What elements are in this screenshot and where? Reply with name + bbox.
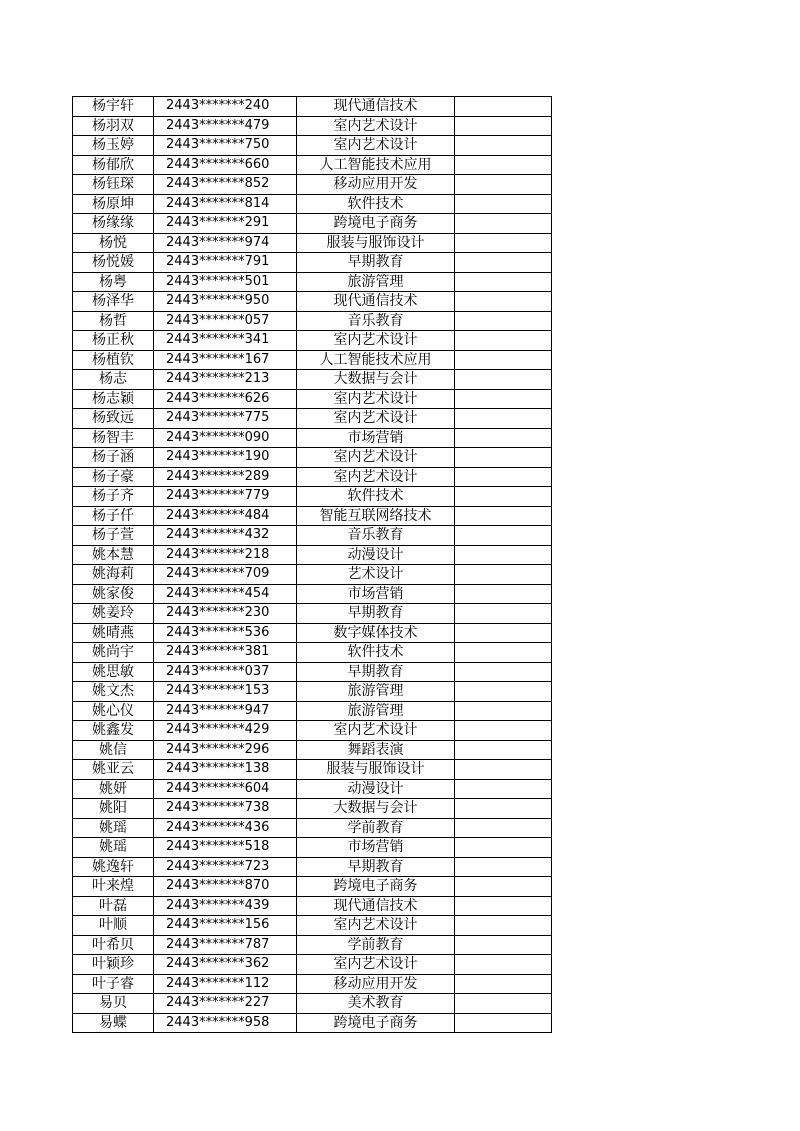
empty-cell: [455, 272, 552, 292]
empty-cell: [455, 116, 552, 136]
student-id-cell: 2443*******291: [154, 214, 297, 234]
major-cell: 市场营销: [297, 584, 455, 604]
major-cell: 现代通信技术: [297, 896, 455, 916]
student-id-cell: 2443*******167: [154, 350, 297, 370]
student-id-cell: 2443*******950: [154, 292, 297, 312]
table-row: [73, 175, 552, 195]
major-cell: 学前教育: [297, 818, 455, 838]
student-id-cell: 2443*******604: [154, 779, 297, 799]
table-row: [73, 155, 552, 175]
major-cell: 旅游管理: [297, 272, 455, 292]
student-name-cell: 叶来煌: [73, 877, 154, 897]
empty-cell: [455, 974, 552, 994]
student-name-cell: 姚阳: [73, 799, 154, 819]
major-cell: 数字媒体技术: [297, 623, 455, 643]
student-name-cell: 杨志: [73, 370, 154, 390]
table-row: [73, 877, 552, 897]
empty-cell: [455, 857, 552, 877]
table-row: [73, 955, 552, 975]
table-row: [73, 506, 552, 526]
major-cell: 市场营销: [297, 838, 455, 858]
table-row: [73, 214, 552, 234]
table-row: [73, 760, 552, 780]
empty-cell: [455, 623, 552, 643]
table-row: [73, 136, 552, 156]
major-cell: 室内艺术设计: [297, 136, 455, 156]
major-cell: 室内艺术设计: [297, 916, 455, 936]
student-id-cell: 2443*******709: [154, 565, 297, 585]
major-cell: 室内艺术设计: [297, 955, 455, 975]
table-row: [73, 292, 552, 312]
student-name-cell: 杨悦: [73, 233, 154, 253]
student-name-cell: 姚妍: [73, 779, 154, 799]
student-name-cell: 杨缘缘: [73, 214, 154, 234]
student-id-cell: 2443*******660: [154, 155, 297, 175]
table-row: [73, 409, 552, 429]
student-id-cell: 2443*******479: [154, 116, 297, 136]
major-cell: 音乐教育: [297, 311, 455, 331]
table-row: [73, 916, 552, 936]
student-name-cell: 姚信: [73, 740, 154, 760]
table-row: [73, 643, 552, 663]
table-row: [73, 584, 552, 604]
major-cell: 室内艺术设计: [297, 331, 455, 351]
major-cell: 舞蹈表演: [297, 740, 455, 760]
student-name-cell: 姚文杰: [73, 682, 154, 702]
major-cell: 旅游管理: [297, 701, 455, 721]
student-name-cell: 姚思敏: [73, 662, 154, 682]
table-row: [73, 272, 552, 292]
empty-cell: [455, 448, 552, 468]
empty-cell: [455, 506, 552, 526]
student-name-cell: 杨致远: [73, 409, 154, 429]
student-name-cell: 杨子豪: [73, 467, 154, 487]
empty-cell: [455, 701, 552, 721]
major-cell: 室内艺术设计: [297, 389, 455, 409]
student-id-cell: 2443*******750: [154, 136, 297, 156]
student-name-cell: 杨宇轩: [73, 97, 154, 117]
student-name-cell: 姚心仪: [73, 701, 154, 721]
table-row: [73, 935, 552, 955]
student-id-cell: 2443*******626: [154, 389, 297, 409]
major-cell: 美术教育: [297, 994, 455, 1014]
table-row: [73, 565, 552, 585]
major-cell: 动漫设计: [297, 779, 455, 799]
student-id-cell: 2443*******814: [154, 194, 297, 214]
empty-cell: [455, 155, 552, 175]
student-name-cell: 姚鑫发: [73, 721, 154, 741]
student-id-cell: 2443*******296: [154, 740, 297, 760]
student-name-cell: 叶磊: [73, 896, 154, 916]
table-row: [73, 994, 552, 1014]
student-name-cell: 杨原坤: [73, 194, 154, 214]
student-id-cell: 2443*******138: [154, 760, 297, 780]
empty-cell: [455, 565, 552, 585]
student-name-cell: 杨粤: [73, 272, 154, 292]
table-row: [73, 721, 552, 741]
major-cell: 软件技术: [297, 194, 455, 214]
student-id-cell: 2443*******240: [154, 97, 297, 117]
empty-cell: [455, 233, 552, 253]
student-name-cell: 姚姜玲: [73, 604, 154, 624]
student-name-cell: 杨植钦: [73, 350, 154, 370]
table-row: [73, 838, 552, 858]
empty-cell: [455, 194, 552, 214]
table-row: [73, 116, 552, 136]
major-cell: 跨境电子商务: [297, 877, 455, 897]
major-cell: 跨境电子商务: [297, 1013, 455, 1033]
major-cell: 软件技术: [297, 487, 455, 507]
student-name-cell: 易贝: [73, 994, 154, 1014]
student-id-cell: 2443*******779: [154, 487, 297, 507]
table-row: [73, 233, 552, 253]
student-name-cell: 叶颖珍: [73, 955, 154, 975]
table-row: [73, 682, 552, 702]
major-cell: 室内艺术设计: [297, 116, 455, 136]
student-id-cell: 2443*******738: [154, 799, 297, 819]
empty-cell: [455, 584, 552, 604]
student-id-cell: 2443*******218: [154, 545, 297, 565]
table-row: [73, 1013, 552, 1033]
empty-cell: [455, 487, 552, 507]
student-name-cell: 姚瑶: [73, 818, 154, 838]
empty-cell: [455, 955, 552, 975]
student-id-cell: 2443*******429: [154, 721, 297, 741]
student-name-cell: 杨羽双: [73, 116, 154, 136]
major-cell: 软件技术: [297, 643, 455, 663]
table-body: [73, 97, 552, 1033]
student-name-cell: 杨子齐: [73, 487, 154, 507]
empty-cell: [455, 838, 552, 858]
empty-cell: [455, 994, 552, 1014]
student-id-cell: 2443*******723: [154, 857, 297, 877]
student-name-cell: 杨正秋: [73, 331, 154, 351]
student-name-cell: 杨子涵: [73, 448, 154, 468]
student-id-cell: 2443*******436: [154, 818, 297, 838]
table-row: [73, 487, 552, 507]
major-cell: 早期教育: [297, 857, 455, 877]
table-row: [73, 857, 552, 877]
empty-cell: [455, 389, 552, 409]
table-row: [73, 623, 552, 643]
student-name-cell: 叶希贝: [73, 935, 154, 955]
empty-cell: [455, 428, 552, 448]
student-id-cell: 2443*******439: [154, 896, 297, 916]
student-id-cell: 2443*******432: [154, 526, 297, 546]
empty-cell: [455, 662, 552, 682]
student-name-cell: 姚尚宇: [73, 643, 154, 663]
student-name-cell: 杨子仟: [73, 506, 154, 526]
student-id-cell: 2443*******791: [154, 253, 297, 273]
table-row: [73, 350, 552, 370]
student-id-cell: 2443*******381: [154, 643, 297, 663]
student-id-cell: 2443*******090: [154, 428, 297, 448]
major-cell: 服装与服饰设计: [297, 760, 455, 780]
major-cell: 移动应用开发: [297, 974, 455, 994]
table-row: [73, 389, 552, 409]
empty-cell: [455, 877, 552, 897]
major-cell: 音乐教育: [297, 526, 455, 546]
student-id-cell: 2443*******536: [154, 623, 297, 643]
table-row: [73, 740, 552, 760]
student-id-cell: 2443*******112: [154, 974, 297, 994]
major-cell: 现代通信技术: [297, 292, 455, 312]
student-id-cell: 2443*******153: [154, 682, 297, 702]
table-row: [73, 818, 552, 838]
table-row: [73, 194, 552, 214]
empty-cell: [455, 350, 552, 370]
student-name-cell: 姚海莉: [73, 565, 154, 585]
student-name-cell: 杨泽华: [73, 292, 154, 312]
empty-cell: [455, 370, 552, 390]
student-name-cell: 杨智丰: [73, 428, 154, 448]
student-name-cell: 杨子萱: [73, 526, 154, 546]
student-name-cell: 姚家俊: [73, 584, 154, 604]
student-id-cell: 2443*******870: [154, 877, 297, 897]
major-cell: 学前教育: [297, 935, 455, 955]
table-row: [73, 896, 552, 916]
major-cell: 早期教育: [297, 662, 455, 682]
major-cell: 移动应用开发: [297, 175, 455, 195]
student-list-table: [72, 96, 552, 1033]
table-row: [73, 526, 552, 546]
major-cell: 室内艺术设计: [297, 448, 455, 468]
student-id-cell: 2443*******454: [154, 584, 297, 604]
empty-cell: [455, 682, 552, 702]
empty-cell: [455, 136, 552, 156]
student-id-cell: 2443*******501: [154, 272, 297, 292]
empty-cell: [455, 779, 552, 799]
empty-cell: [455, 292, 552, 312]
major-cell: 早期教育: [297, 253, 455, 273]
empty-cell: [455, 253, 552, 273]
empty-cell: [455, 311, 552, 331]
student-id-cell: 2443*******518: [154, 838, 297, 858]
student-name-cell: 叶子睿: [73, 974, 154, 994]
major-cell: 跨境电子商务: [297, 214, 455, 234]
major-cell: 艺术设计: [297, 565, 455, 585]
major-cell: 早期教育: [297, 604, 455, 624]
table-row: [73, 311, 552, 331]
student-name-cell: 杨钰琛: [73, 175, 154, 195]
student-id-cell: 2443*******230: [154, 604, 297, 624]
student-name-cell: 杨郁欣: [73, 155, 154, 175]
table-row: [73, 662, 552, 682]
empty-cell: [455, 604, 552, 624]
student-name-cell: 杨悦媛: [73, 253, 154, 273]
major-cell: 市场营销: [297, 428, 455, 448]
empty-cell: [455, 526, 552, 546]
empty-cell: [455, 545, 552, 565]
empty-cell: [455, 799, 552, 819]
table-row: [73, 545, 552, 565]
student-id-cell: 2443*******958: [154, 1013, 297, 1033]
table-row: [73, 448, 552, 468]
major-cell: 室内艺术设计: [297, 467, 455, 487]
major-cell: 室内艺术设计: [297, 721, 455, 741]
empty-cell: [455, 331, 552, 351]
empty-cell: [455, 760, 552, 780]
student-id-cell: 2443*******787: [154, 935, 297, 955]
student-name-cell: 易蝶: [73, 1013, 154, 1033]
student-id-cell: 2443*******213: [154, 370, 297, 390]
table-row: [73, 799, 552, 819]
student-id-cell: 2443*******227: [154, 994, 297, 1014]
student-name-cell: 姚逸轩: [73, 857, 154, 877]
student-id-cell: 2443*******341: [154, 331, 297, 351]
student-name-cell: 叶顺: [73, 916, 154, 936]
student-name-cell: 姚晴燕: [73, 623, 154, 643]
empty-cell: [455, 740, 552, 760]
major-cell: 人工智能技术应用: [297, 155, 455, 175]
major-cell: 大数据与会计: [297, 799, 455, 819]
student-name-cell: 姚瑶: [73, 838, 154, 858]
major-cell: 室内艺术设计: [297, 409, 455, 429]
empty-cell: [455, 409, 552, 429]
empty-cell: [455, 643, 552, 663]
student-id-cell: 2443*******057: [154, 311, 297, 331]
empty-cell: [455, 467, 552, 487]
empty-cell: [455, 1013, 552, 1033]
student-id-cell: 2443*******852: [154, 175, 297, 195]
major-cell: 人工智能技术应用: [297, 350, 455, 370]
table-row: [73, 97, 552, 117]
empty-cell: [455, 721, 552, 741]
major-cell: 大数据与会计: [297, 370, 455, 390]
empty-cell: [455, 896, 552, 916]
student-id-cell: 2443*******947: [154, 701, 297, 721]
empty-cell: [455, 935, 552, 955]
table-row: [73, 331, 552, 351]
table-row: [73, 467, 552, 487]
student-id-cell: 2443*******484: [154, 506, 297, 526]
student-name-cell: 姚亚云: [73, 760, 154, 780]
empty-cell: [455, 97, 552, 117]
student-id-cell: 2443*******362: [154, 955, 297, 975]
student-name-cell: 杨哲: [73, 311, 154, 331]
empty-cell: [455, 214, 552, 234]
table-row: [73, 604, 552, 624]
major-cell: 服装与服饰设计: [297, 233, 455, 253]
student-id-cell: 2443*******289: [154, 467, 297, 487]
table-row: [73, 974, 552, 994]
student-id-cell: 2443*******775: [154, 409, 297, 429]
student-id-cell: 2443*******156: [154, 916, 297, 936]
table-row: [73, 428, 552, 448]
student-id-cell: 2443*******190: [154, 448, 297, 468]
table-row: [73, 253, 552, 273]
major-cell: 旅游管理: [297, 682, 455, 702]
student-name-cell: 杨志颖: [73, 389, 154, 409]
table-row: [73, 701, 552, 721]
student-id-cell: 2443*******037: [154, 662, 297, 682]
student-name-cell: 姚本慧: [73, 545, 154, 565]
table-row: [73, 779, 552, 799]
major-cell: 动漫设计: [297, 545, 455, 565]
table-row: [73, 370, 552, 390]
student-id-cell: 2443*******974: [154, 233, 297, 253]
empty-cell: [455, 175, 552, 195]
empty-cell: [455, 818, 552, 838]
major-cell: 智能互联网络技术: [297, 506, 455, 526]
empty-cell: [455, 916, 552, 936]
major-cell: 现代通信技术: [297, 97, 455, 117]
student-name-cell: 杨玉婷: [73, 136, 154, 156]
